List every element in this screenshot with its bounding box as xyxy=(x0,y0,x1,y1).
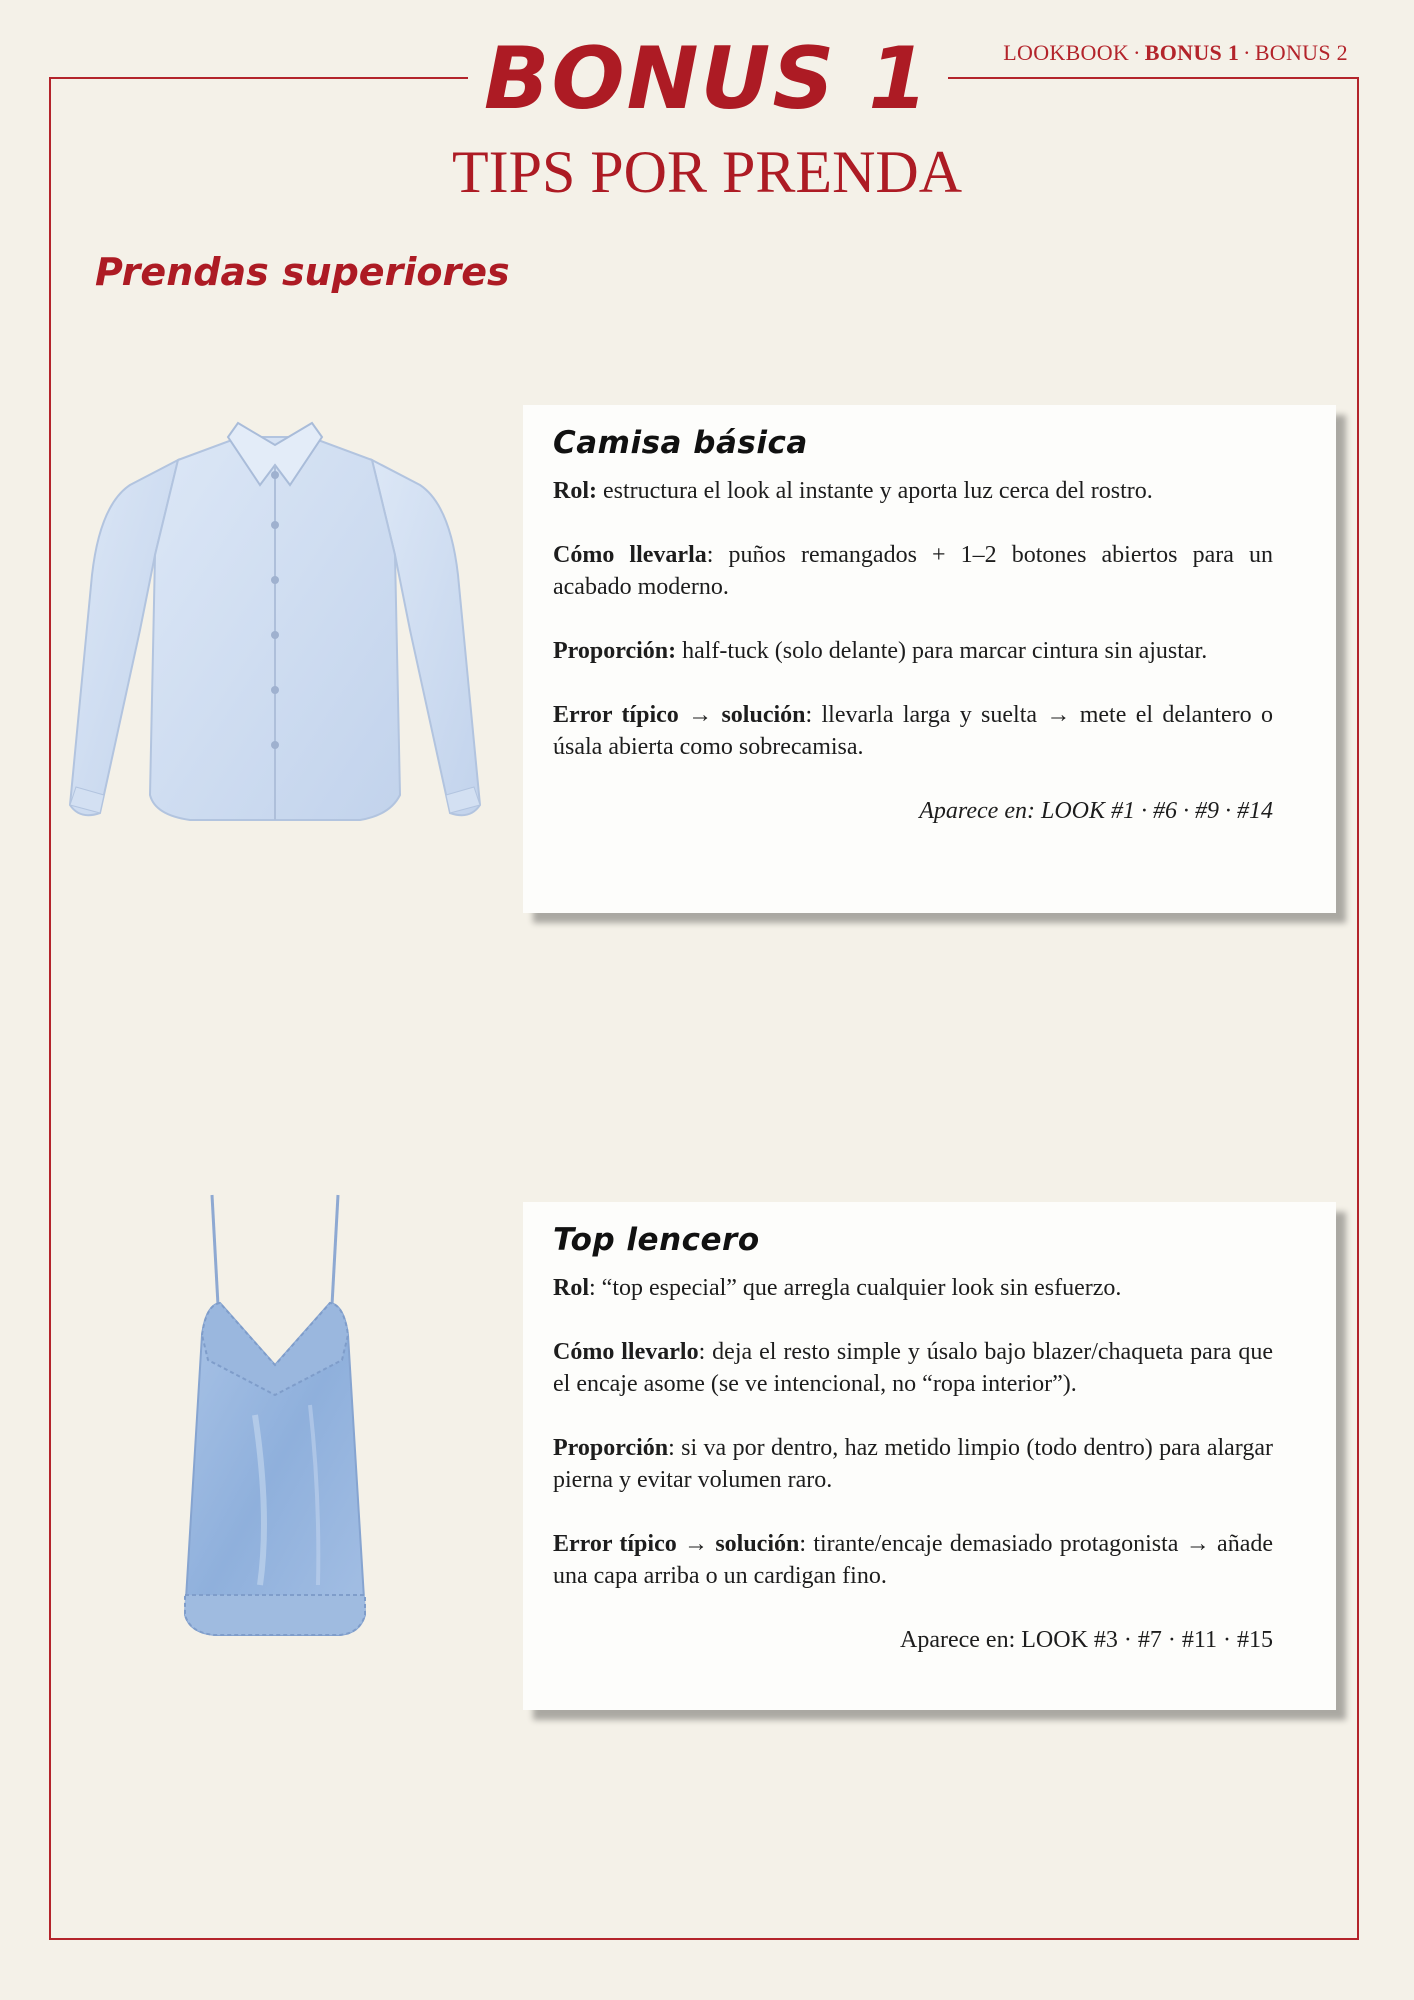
card-top-lencero xyxy=(523,1202,1336,1710)
nav-separator: · xyxy=(1243,40,1251,65)
card-error xyxy=(553,699,1273,763)
nav-lookbook[interactable]: LOOKBOOK xyxy=(1003,40,1130,65)
shirt-image xyxy=(60,415,490,835)
page-subtitle: TIPS POR PRENDA xyxy=(451,139,963,205)
como-label: Cómo llevarlo xyxy=(553,1339,699,1365)
proporcion-label: Proporción xyxy=(553,1435,669,1461)
appears-in: Aparece en: LOOK #1 · #6 · #9 · #14 xyxy=(919,798,1273,824)
proporcion-label: Proporción: xyxy=(553,638,677,664)
card-camisa-basica xyxy=(523,405,1336,913)
proporcion-text: : si va por dentro, haz metido limpio (todo dentro) para alargar pierna y evitar volumen raro. xyxy=(553,1435,1273,1493)
card-error xyxy=(553,1528,1273,1592)
error-text: : llevarla larga y suelta → mete el delantero o úsala abierta como sobrecamisa. xyxy=(553,702,1273,760)
como-text: : puños remangados + 1–2 botones abiertos para un acabado moderno. xyxy=(553,542,1273,600)
card-rol xyxy=(553,1272,1273,1304)
error-label: Error típico → solución xyxy=(553,702,806,728)
nav-bonus-2[interactable]: BONUS 2 xyxy=(1254,40,1348,65)
error-label: Error típico → solución xyxy=(553,1531,800,1557)
card-proporcion xyxy=(553,1432,1273,1496)
cami-image xyxy=(160,1185,400,1645)
card-como xyxy=(553,1336,1273,1400)
card-title: Top lencero xyxy=(553,1222,760,1258)
proporcion-text: half-tuck (solo delante) para marcar cintura sin ajustar. xyxy=(676,638,1208,664)
como-text: : deja el resto simple y úsalo bajo blazer/chaqueta para que el encaje asome (se ve intencional, no “ropa interior”). xyxy=(553,1339,1273,1397)
card-rol xyxy=(553,475,1273,507)
page-title: BONUS 1 xyxy=(483,29,931,129)
rol-label: Rol xyxy=(553,1275,589,1301)
card-proporcion xyxy=(553,635,1273,667)
appears-in: Aparece en: LOOK #3 · #7 · #11 · #15 xyxy=(900,1627,1273,1653)
nav-separator: · xyxy=(1133,40,1141,65)
card-como xyxy=(553,539,1273,603)
section-title: Prendas superiores xyxy=(95,250,510,294)
rol-text: estructura el look al instante y aporta luz cerca del rostro. xyxy=(597,478,1153,504)
nav-bonus-1[interactable]: BONUS 1 xyxy=(1144,40,1240,65)
rol-text: : “top especial” que arregla cualquier look sin esfuerzo. xyxy=(589,1275,1122,1301)
rol-label: Rol: xyxy=(553,478,597,504)
card-title: Camisa básica xyxy=(553,425,808,461)
error-text: : tirante/encaje demasiado protagonista → añade una capa arriba o un cardigan fino. xyxy=(553,1531,1273,1589)
como-label: Cómo llevarla xyxy=(553,542,707,568)
